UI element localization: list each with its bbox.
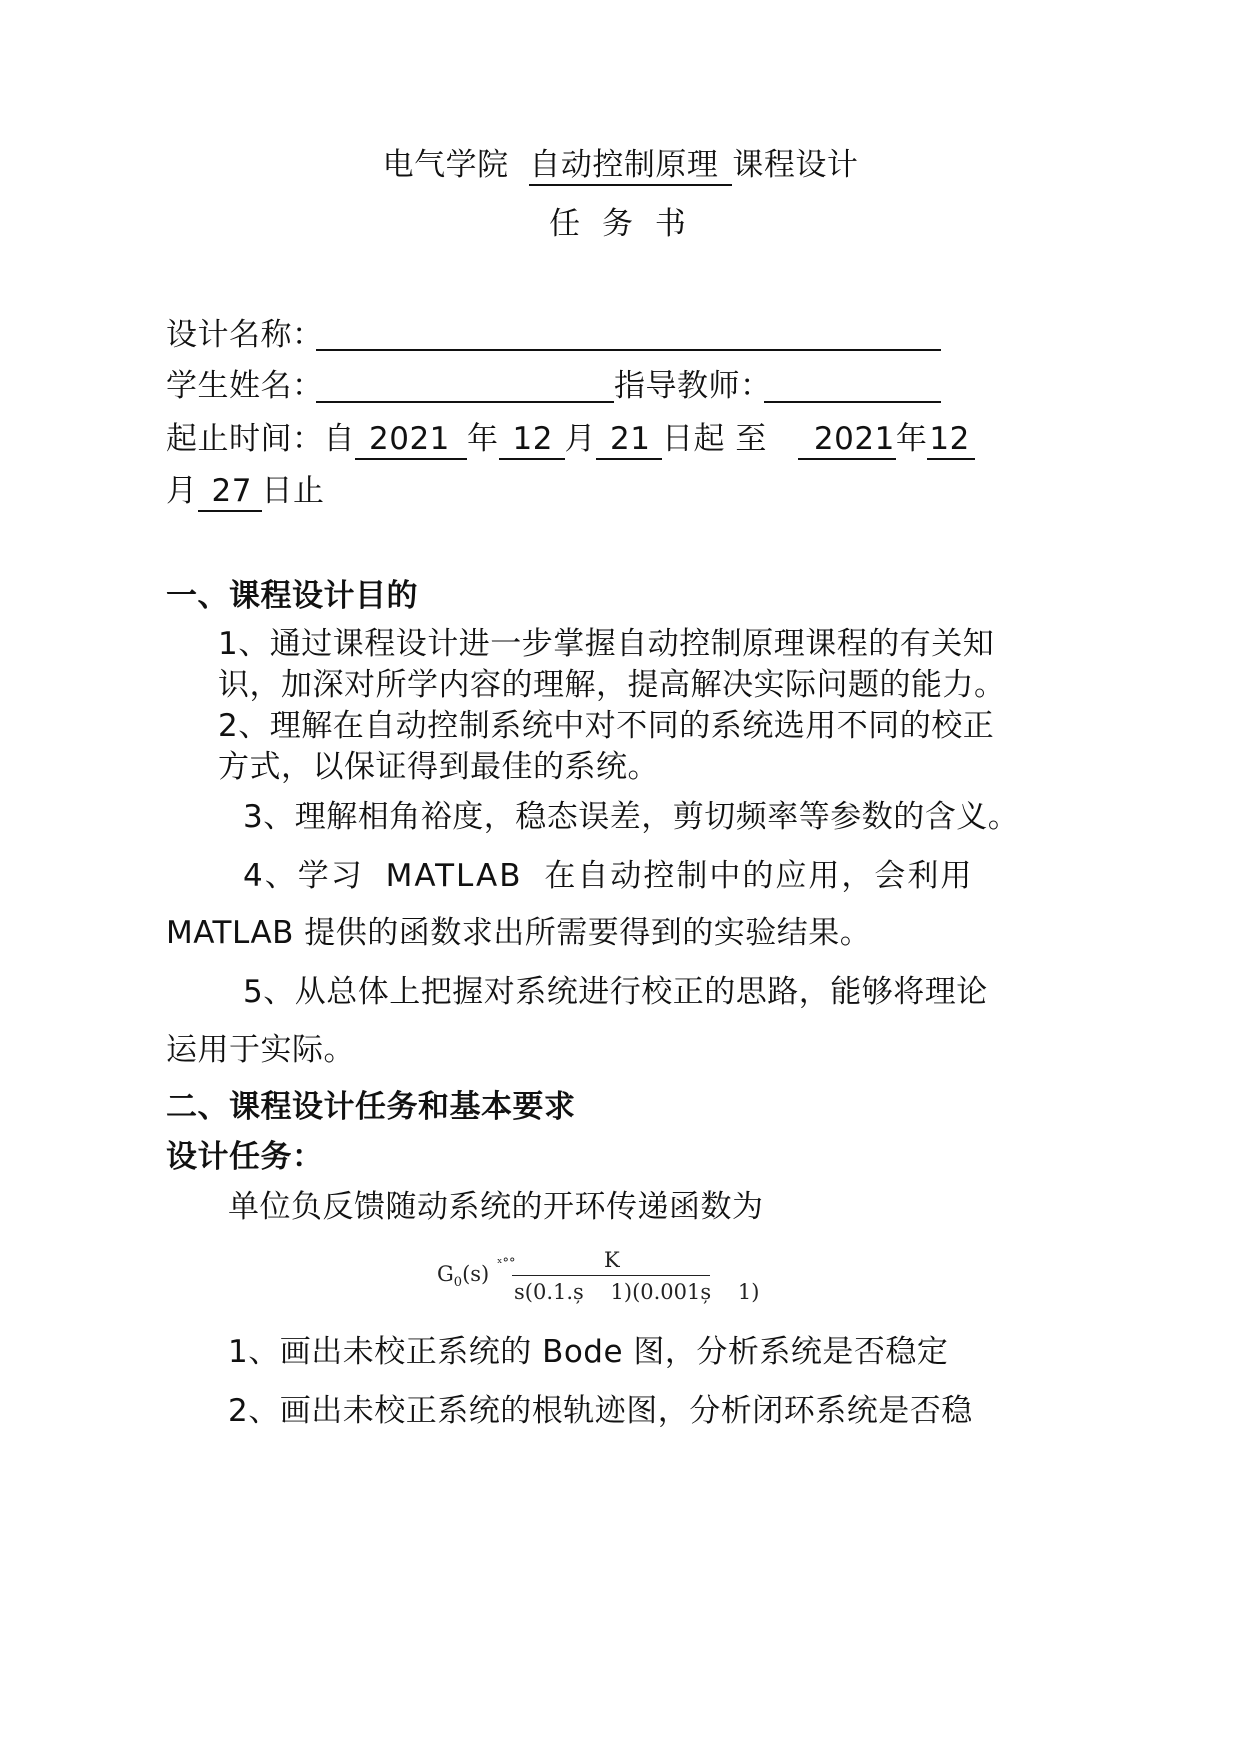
task-item: 1、画出未校正系统的 Bode 图，分析系统是否稳定 (228, 1334, 949, 1370)
design-name-field[interactable] (316, 349, 941, 351)
section1-line: MATLAB 提供的函数求出所需要得到的实验结果。 (166, 915, 872, 951)
end-month-char: 月 (166, 473, 198, 509)
formula-lhs-arg: (s) (462, 1262, 490, 1286)
section2-heading: 二、课程设计任务和基本要求 (166, 1089, 576, 1125)
start-day-text: 日起 至 (662, 421, 767, 457)
teacher-field[interactable] (764, 401, 941, 403)
formula-eq-sign: ˣ°° (497, 1256, 516, 1271)
start-year-char: 年 (467, 421, 499, 457)
student-name-label: 学生姓名： (166, 368, 324, 404)
task-item: 2、画出未校正系统的根轨迹图，分析闭环系统是否稳 (228, 1393, 973, 1429)
task-heading: 设计任务： (166, 1139, 324, 1175)
section1-line: 方式，以保证得到最佳的系统。 (218, 749, 659, 785)
college-name: 电气学院 (382, 147, 509, 183)
task-intro: 单位负反馈随动系统的开环传递函数为 (228, 1189, 764, 1225)
end-day-text: 日止 (261, 473, 325, 509)
start-year: 2021 (355, 420, 467, 460)
period-line-2 (166, 471, 325, 512)
end-day: 27 (198, 472, 262, 512)
title-suffix: 课程设计 (732, 147, 859, 183)
end-month: 12 (927, 420, 975, 460)
formula-denominator: s(0.1.ș 1)(0.001ș 1) (514, 1280, 760, 1304)
period-line (166, 419, 975, 460)
teacher-label: 指导教师： (614, 368, 772, 404)
section1-heading: 一、课程设计目的 (166, 578, 418, 614)
fraction-bar (512, 1275, 710, 1276)
section1-line: 运用于实际。 (166, 1032, 355, 1068)
end-year: 2021 (798, 420, 896, 460)
start-day: 21 (596, 420, 662, 460)
period-label: 起止时间：自 (166, 421, 355, 457)
start-month-char: 月 (564, 421, 596, 457)
section1-line: 5、从总体上把握对系统进行校正的思路，能够将理论 (243, 974, 988, 1010)
formula-numerator: K (604, 1248, 620, 1272)
start-month: 12 (499, 420, 565, 460)
document-subtitle: 任 务 书 (549, 206, 692, 242)
course-name: 自动控制原理 (529, 146, 732, 186)
student-name-field[interactable] (316, 401, 614, 403)
formula-lhs-sub: 0 (453, 1275, 463, 1291)
section1-line: 识，加深对所学内容的理解，提高解决实际问题的能力。 (218, 667, 1006, 703)
end-year-char: 年 (895, 421, 928, 457)
section1-line: 3、理解相角裕度，稳态误差，剪切频率等参数的含义。 (243, 799, 1020, 835)
section1-line: 1、通过课程设计进一步掌握自动控制原理课程的有关知 (218, 626, 995, 662)
transfer-function (437, 1262, 489, 1290)
section1-line: 2、理解在自动控制系统中对不同的系统选用不同的校正 (218, 708, 995, 744)
section1-line: 4、学习 MATLAB 在自动控制中的应用，会利用 (243, 858, 974, 894)
design-name-label: 设计名称： (166, 317, 324, 353)
document-title (0, 145, 1241, 186)
formula-lhs: G (437, 1262, 454, 1286)
